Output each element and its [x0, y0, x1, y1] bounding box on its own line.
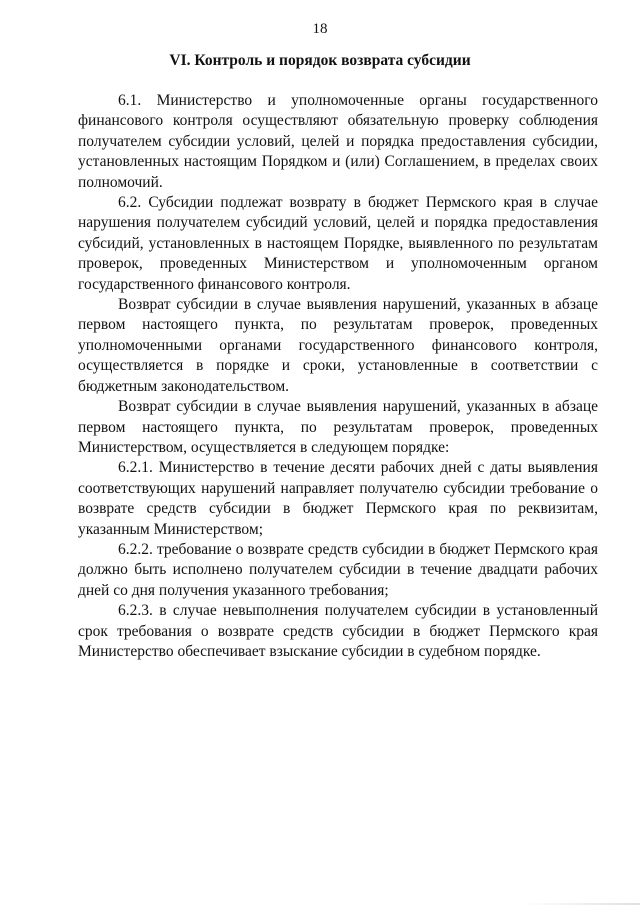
paragraph-6-2-1: 6.2.1. Министерство в течение десяти рабочих дней с даты выявления соответствующих нарушений направляет получателю субсидии требование о возврате средств субсидии в бюджет Пермского края по реквизитам, указанным Министерством; — [78, 459, 598, 538]
section-title: VI. Контроль и порядок возврата субсидии — [169, 52, 471, 69]
paragraph-6-2: 6.2. Субсидии подлежат возврату в бюджет Пермского края в случае нарушения получателем субсидий условий, целей и порядка предоставления субсидий, установленных в настоящем Порядке, выявленного по результатам проверок, проведенных Министерством и уполномоченным органом государственного финансового контроля. — [78, 194, 598, 293]
paragraph-refund-control-bodies: Возврат субсидии в случае выявления нарушений, указанных в абзаце первом настоящего пункта, по результатам проверок, проведенных уполномоченными органами государственного финансового контроля, осуществляется в порядке и сроки, установленные в соответствии с бюджетным законодательством. — [78, 296, 598, 395]
page-number: 18 — [312, 21, 328, 37]
paragraph-6-1: 6.1. Министерство и уполномоченные органы государственного финансового контроля осуществляют обязательную проверку соблюдения получателем субсидии условий, целей и порядка предоставления субсидии, установленных настоящим Порядком и (или) Соглашением, в пределах своих полномочий. — [78, 92, 598, 191]
paragraph-refund-ministry: Возврат субсидии в случае выявления нарушений, указанных в абзаце первом настоящего пункта, по результатам проверок, проведенных Министерством, осуществляется в следующем порядке: — [78, 398, 598, 456]
paragraph-6-2-2: 6.2.2. требование о возврате средств субсидии в бюджет Пермского края должно быть исполнено получателем субсидии в течение двадцати рабочих дней со дня получения указанного требования; — [78, 540, 598, 599]
paragraph-6-2-3: 6.2.3. в случае невыполнения получателем субсидии в установленный срок требования о возврате средств субсидии в бюджет Пермского края Министерство обеспечивает взыскание субсидии в судебном порядке. — [78, 602, 598, 660]
section-body — [78, 91, 598, 662]
